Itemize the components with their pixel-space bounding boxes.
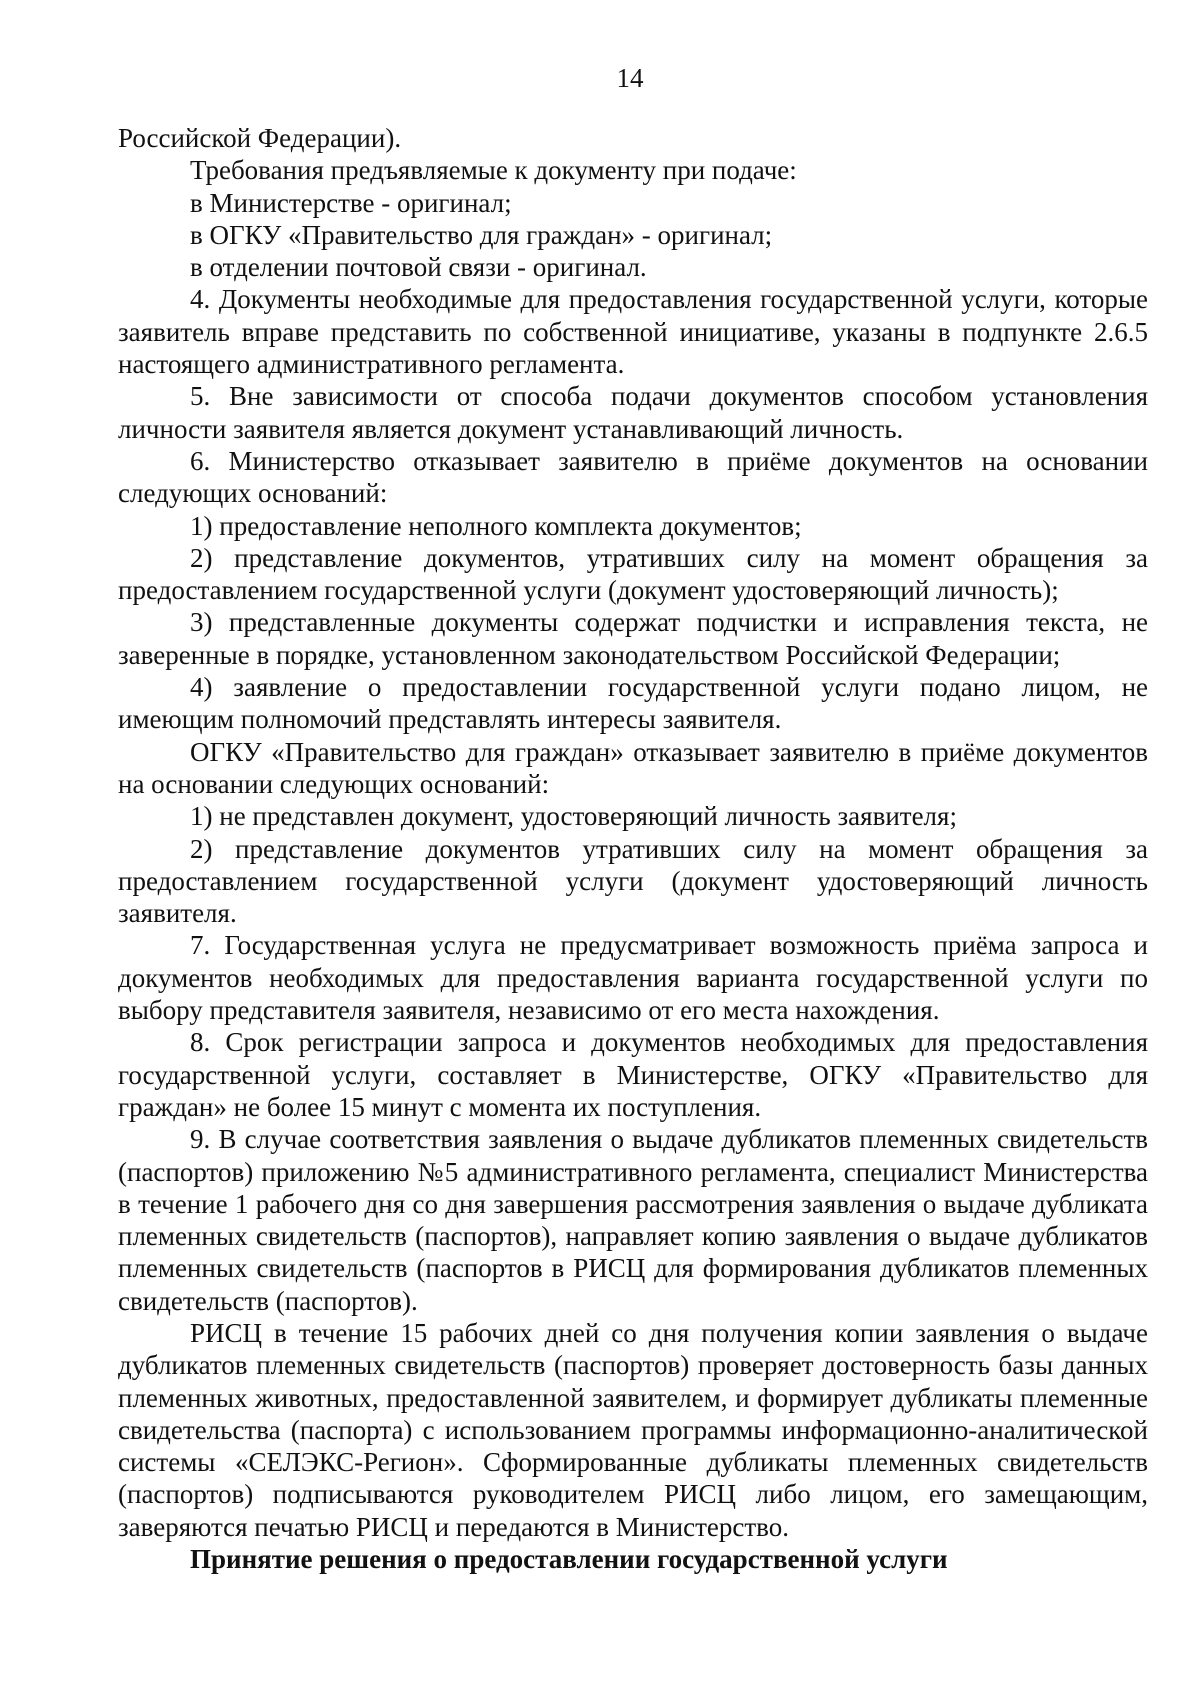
paragraph: Требования предъявляемые к документу при подаче: <box>190 155 797 186</box>
paragraph: 8. Срок регистрации запроса и документов необходимых для предоставления государственной услуги, составляет в Министерстве, ОГКУ «Правительство для граждан» не более 15 минут с момента их поступления. <box>118 1027 1148 1122</box>
paragraph: 4. Документы необходимые для предоставления государственной услуги, которые заявитель вправе представить по собственной инициативе, указаны в подпункте 2.6.5 настоящего административного регламента. <box>118 284 1148 380</box>
paragraph: 7. Государственная услуга не предусматривает возможность приёма запроса и документов необходимых для предоставления варианта государственной услуги по выбору представителя заявителя, независимо от его места нахождения. <box>118 930 1148 1026</box>
paragraph: 5. Вне зависимости от способа подачи документов способом установления личности заявителя является документ устанавливающий личность. <box>118 381 1148 444</box>
paragraph: 1) не представлен документ, удостоверяющий личность заявителя; <box>190 801 957 832</box>
paragraph: РИСЦ в течение 15 рабочих дней со дня получения копии заявления о выдаче дубликатов племенных свидетельств (паспортов) проверяет достоверность базы данных племенных животных, предоставленной заявителем, и формирует дубликаты племенные свидетельства (паспорта) с использованием программы информационно-аналитической системы «СЕЛЭКС-Регион». Сформированные дубликаты племенных свидетельств (паспортов) подписываются руководителем РИСЦ либо лицом, его замещающим, заверяются печатью РИСЦ и передаются в Министерство. <box>118 1317 1148 1542</box>
paragraph: 6. Министерство отказывает заявителю в приёме документов на основании следующих оснований: <box>118 445 1148 509</box>
paragraph: в ОГКУ «Правительство для граждан» - оригинал; <box>190 219 773 250</box>
paragraph: 9. В случае соответствия заявления о выдаче дубликатов племенных свидетельств (паспортов) приложению №5 административного регламента, специалист Министерства в течение 1 рабочего дня со дня завершения рассмотрения заявления о выдаче дубликата племенных свидетельств (паспортов), направляет копию заявления о выдаче дубликатов племенных свидетельств (паспортов в РИСЦ для формирования дубликатов племенных свидетельств (паспортов). <box>118 1124 1148 1316</box>
paragraph: 4) заявление о предоставлении государственной услуги подано лицом, не имеющим полномочий представлять интересы заявителя. <box>118 672 1148 735</box>
paragraph: в Министерстве - оригинал; <box>190 187 512 218</box>
page-number: 14 <box>616 63 644 93</box>
document-body <box>118 122 1148 1575</box>
section-heading: Принятие решения о предоставлении государственной услуги <box>190 1544 948 1575</box>
paragraph: Российской Федерации). <box>118 123 402 153</box>
paragraph: 3) представленные документы содержат подчистки и исправления текста, не заверенные в порядке, установленном законодательством Российской Федерации; <box>118 607 1148 670</box>
paragraph: 2) представление документов, утративших силу на момент обращения за предоставлением государственной услуги (документ удостоверяющий личность); <box>118 542 1148 606</box>
paragraph: ОГКУ «Правительство для граждан» отказывает заявителю в приёме документов на основании следующих оснований: <box>118 736 1148 799</box>
paragraph: 2) представление документов утративших силу на момент обращения за предоставлением государственной услуги (документ удостоверяющий личность заявителя. <box>118 833 1148 929</box>
paragraph: 1) предоставление неполного комплекта документов; <box>190 510 802 541</box>
paragraph: в отделении почтовой связи - оригинал. <box>190 252 647 283</box>
